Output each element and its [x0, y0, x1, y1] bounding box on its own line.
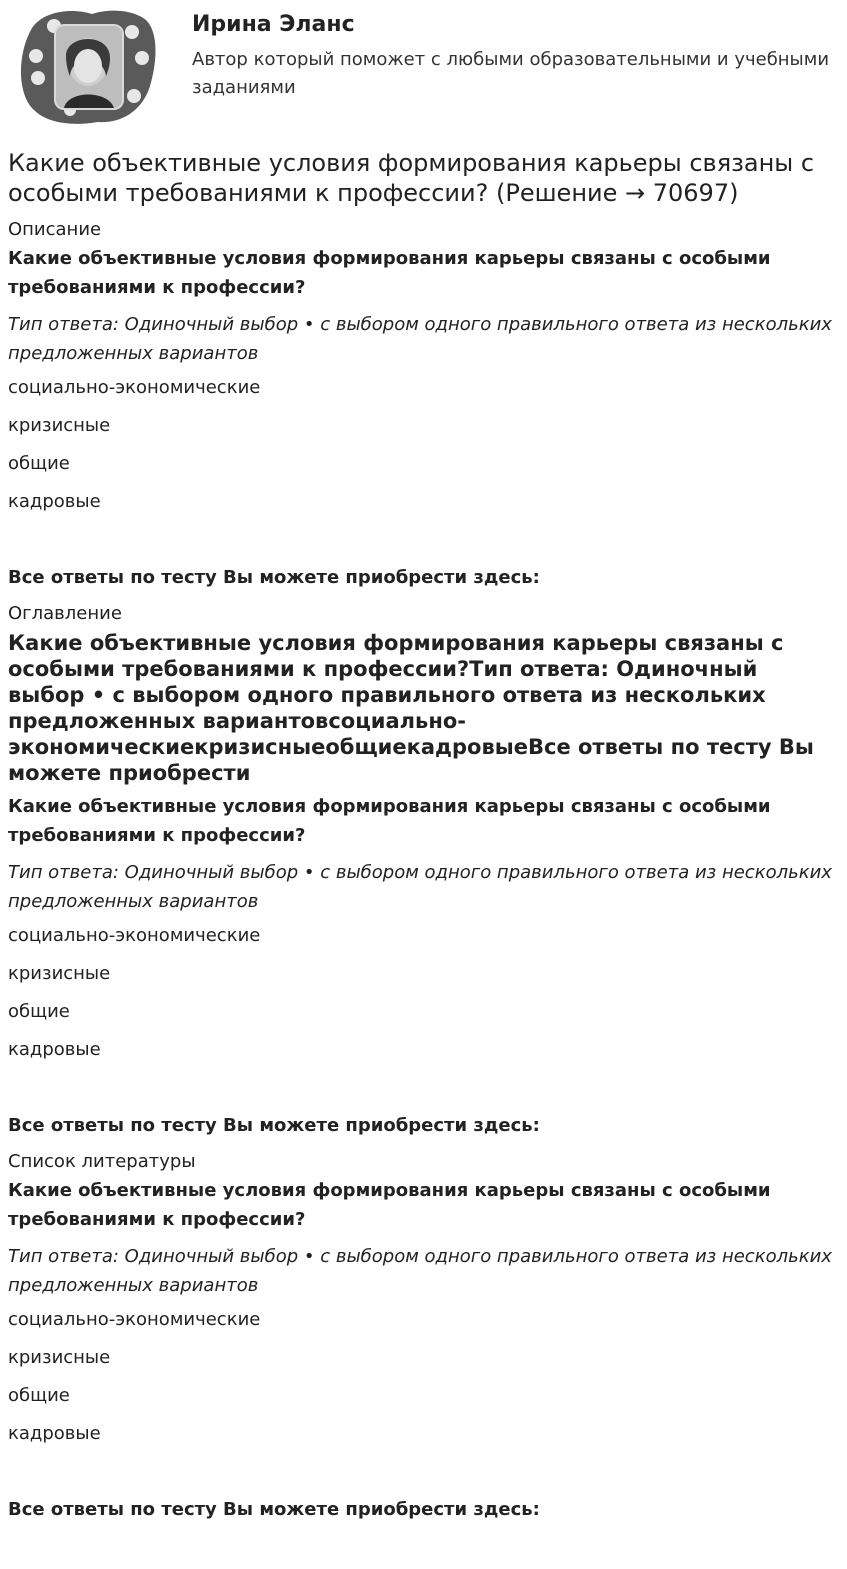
question-text: Какие объективные условия формирования карьеры связаны с особыми требованиями к профессии?: [8, 248, 771, 298]
option-item: кадровые: [8, 1039, 101, 1060]
answer-type: Тип ответа: Одиночный выбор • с выбором одного правильного ответа из нескольких предложенных вариантов: [8, 1246, 832, 1296]
buy-answers-link[interactable]: Все ответы по тесту Вы можете приобрести здесь:: [8, 1499, 540, 1520]
page-title: Какие объективные условия формирования карьеры связаны с особыми требованиями к профессии? (Решение → 70697): [8, 149, 815, 207]
option-item: кадровые: [8, 491, 101, 512]
option-item: кризисные: [8, 415, 111, 436]
buy-answers-link[interactable]: Все ответы по тесту Вы можете приобрести здесь:: [8, 1115, 540, 1136]
author-avatar[interactable]: [14, 6, 160, 126]
author-description: Автор который поможет с любыми образовательными и учебными заданиями: [192, 49, 830, 98]
option-item: социально-экономические: [8, 377, 261, 398]
toc-heading: Какие объективные условия формирования карьеры связаны с особыми требованиями к профессии?Тип ответа: Одиночный выбор • с выбором одного правильного ответа из нескольких предложенных вариантовсоциально-экономическиекризисныеобщиекадровыеВсе ответы по тесту Вы можете приобрести: [8, 631, 814, 785]
author-card: [8, 0, 839, 132]
option-item: кризисные: [8, 1347, 111, 1368]
option-item: социально-экономические: [8, 925, 261, 946]
section-label: Описание: [8, 219, 102, 240]
option-item: общие: [8, 453, 70, 474]
section-toc: [8, 602, 839, 1138]
section-references: [8, 1150, 839, 1522]
question-text: Какие объективные условия формирования карьеры связаны с особыми требованиями к профессии?: [8, 796, 771, 846]
section-description: [8, 218, 839, 590]
answer-type: Тип ответа: Одиночный выбор • с выбором одного правильного ответа из нескольких предложенных вариантов: [8, 862, 832, 912]
section-label: Список литературы: [8, 1151, 196, 1172]
option-item: кадровые: [8, 1423, 101, 1444]
option-item: общие: [8, 1385, 70, 1406]
buy-answers-link[interactable]: Все ответы по тесту Вы можете приобрести здесь:: [8, 567, 540, 588]
option-item: социально-экономические: [8, 1309, 261, 1330]
section-label: Оглавление: [8, 603, 122, 624]
question-text: Какие объективные условия формирования карьеры связаны с особыми требованиями к профессии?: [8, 1180, 771, 1230]
option-item: общие: [8, 1001, 70, 1022]
answer-type: Тип ответа: Одиночный выбор • с выбором одного правильного ответа из нескольких предложенных вариантов: [8, 314, 832, 364]
option-item: кризисные: [8, 963, 111, 984]
author-name[interactable]: Ирина Эланс: [192, 12, 355, 37]
